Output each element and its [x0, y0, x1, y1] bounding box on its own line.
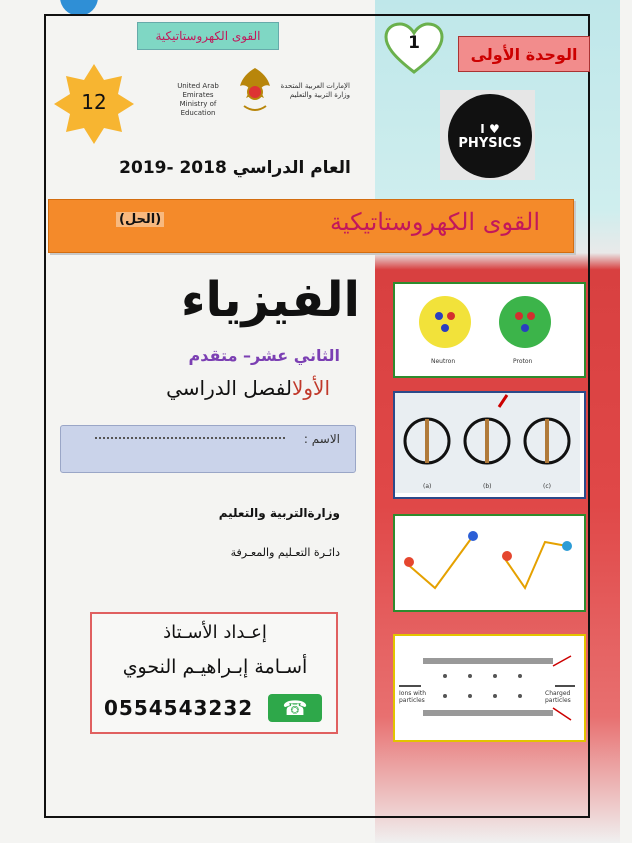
charge-paths-image: [393, 514, 586, 612]
electroscope-label-b: (b): [483, 483, 492, 490]
grade-number: 12: [81, 90, 107, 114]
subject-title: الفيزياء: [180, 272, 360, 328]
neutron-proton-image: [393, 282, 586, 378]
uae-emblem-icon: [236, 64, 274, 116]
banner-title: القوى الكهروستاتيكية: [329, 208, 540, 236]
uae-en-line1: United Arab Emirates: [177, 82, 219, 99]
semester-prefix: الفصل الدراسي: [166, 376, 292, 400]
name-label: الاسم :: [303, 432, 340, 446]
physics-badge: [448, 94, 532, 178]
uae-arabic-text: [280, 82, 350, 100]
department-name: دائـرة التعـليم والمعـرفة: [230, 546, 340, 559]
semester-highlight: الأول: [291, 376, 330, 400]
semester-line: [80, 376, 330, 400]
electroscope-label-a: (a): [423, 483, 432, 490]
field-plates-image: [393, 634, 586, 742]
electroscope-label-c: (c): [543, 483, 551, 490]
uae-ar-line1: الإمارات العربية المتحدة: [280, 82, 350, 90]
banner-subtitle: (الحل): [116, 212, 164, 227]
uae-ar-line2: وزارة التربية والتعليم: [289, 91, 350, 99]
neutron-proton-illustration: [395, 284, 580, 372]
name-dotted-line: [95, 437, 285, 439]
electroscope-image: [393, 391, 586, 499]
electroscope-illustration: [395, 393, 580, 493]
preparer-title: إعـداد الأسـتاذ: [163, 622, 267, 643]
proton-caption: Proton: [513, 358, 533, 365]
top-title-label: القوى الكهروستاتيكية: [137, 22, 279, 50]
physics-badge-line2: PHYSICS: [458, 135, 522, 151]
uae-en-line2: Ministry of Education: [179, 100, 217, 117]
grade-level: الثاني عشر– متقدم: [188, 346, 340, 365]
preparer-name: أسـامة إبـراهيـم النحوي: [122, 656, 308, 678]
academic-year: العام الدراسي 2018 -2019: [119, 158, 351, 178]
ministry-name: وزارةالتربية والتعليم: [218, 506, 340, 520]
field-right-label: Charged particles: [545, 690, 571, 704]
neutron-caption: Neutron: [431, 358, 456, 365]
field-left-label: Ions with particles: [399, 690, 427, 704]
unit-number: 1: [408, 33, 420, 53]
field-plates-illustration: [395, 636, 580, 736]
charge-paths-illustration: [395, 516, 580, 606]
phone-icon: ☎: [268, 694, 322, 722]
physics-badge-line1: I ♥: [480, 121, 500, 136]
uae-english-text: [168, 82, 228, 118]
phone-number: 0554543232: [104, 696, 254, 720]
unit-label: الوحدة الأولى: [458, 36, 590, 72]
